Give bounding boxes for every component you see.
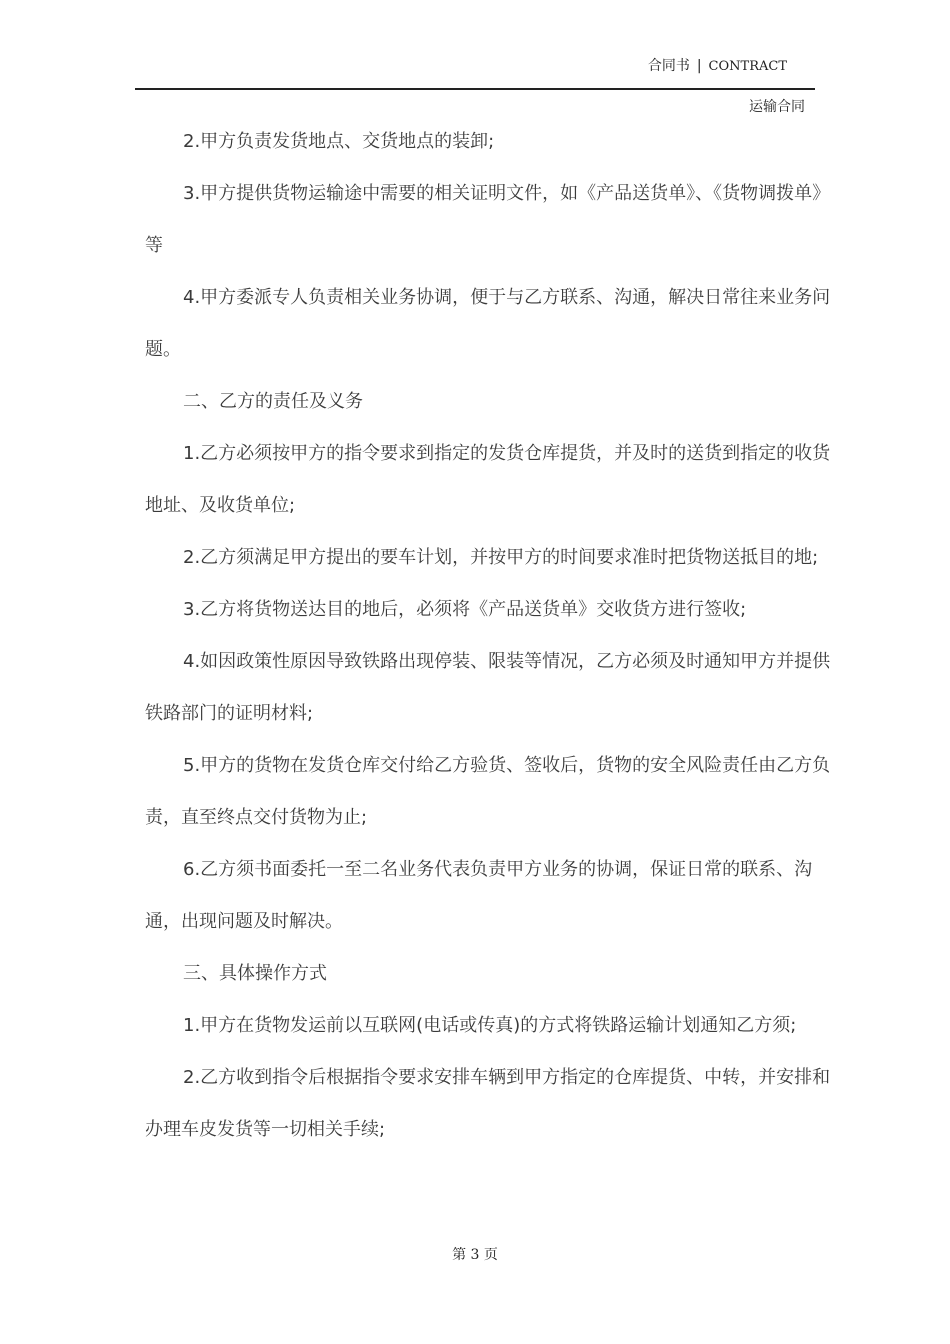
section-heading: 二、乙方的责任及义务: [183, 391, 363, 412]
header-brand-en: CONTRACT: [708, 59, 787, 74]
header-separator: |: [696, 58, 702, 74]
paragraph: 2.乙方须满足甲方提出的要车计划，并按甲方的时间要求准时把货物送抵目的地;: [183, 547, 819, 568]
paragraph: 1.甲方在货物发运前以互联网(电话或传真)的方式将铁路运输计划通知乙方须;: [183, 1015, 797, 1036]
section-heading: 三、具体操作方式: [183, 963, 327, 984]
paragraph: 5.甲方的货物在发货仓库交付给乙方验货、签收后，货物的安全风险责任由乙方负责，直至终点交付货物为止;: [145, 755, 831, 828]
paragraph: 3.甲方提供货物运输途中需要的相关证明文件，如《产品送货单》、《货物调拨单》等: [145, 183, 831, 256]
paragraph: 2.乙方收到指令后根据指令要求安排车辆到甲方指定的仓库提货、中转，并安排和办理车皮发货等一切相关手续;: [145, 1067, 831, 1140]
header-brand: [648, 55, 787, 75]
paragraph: 3.乙方将货物送达目的地后，必须将《产品送货单》交收货方进行签收;: [183, 599, 747, 620]
paragraph: 1.乙方必须按甲方的指令要求到指定的发货仓库提货，并及时的送货到指定的收货地址、及收货单位;: [145, 443, 831, 516]
paragraph: 4.如因政策性原因导致铁路出现停装、限装等情况，乙方必须及时通知甲方并提供铁路部门的证明材料;: [145, 651, 831, 724]
paragraph: 2.甲方负责发货地点、交货地点的装卸;: [183, 131, 495, 152]
document-title: 运输合同: [749, 99, 805, 115]
paragraph: 4.甲方委派专人负责相关业务协调，便于与乙方联系、沟通，解决日常往来业务问题。: [145, 287, 831, 360]
header-divider: [135, 88, 815, 90]
paragraph: 6.乙方须书面委托一至二名业务代表负责甲方业务的协调，保证日常的联系、沟通，出现问题及时解决。: [145, 859, 813, 932]
header-brand-cn: 合同书: [647, 58, 690, 74]
page-number: 第 3 页: [452, 1247, 498, 1263]
document-body: [145, 116, 835, 1156]
